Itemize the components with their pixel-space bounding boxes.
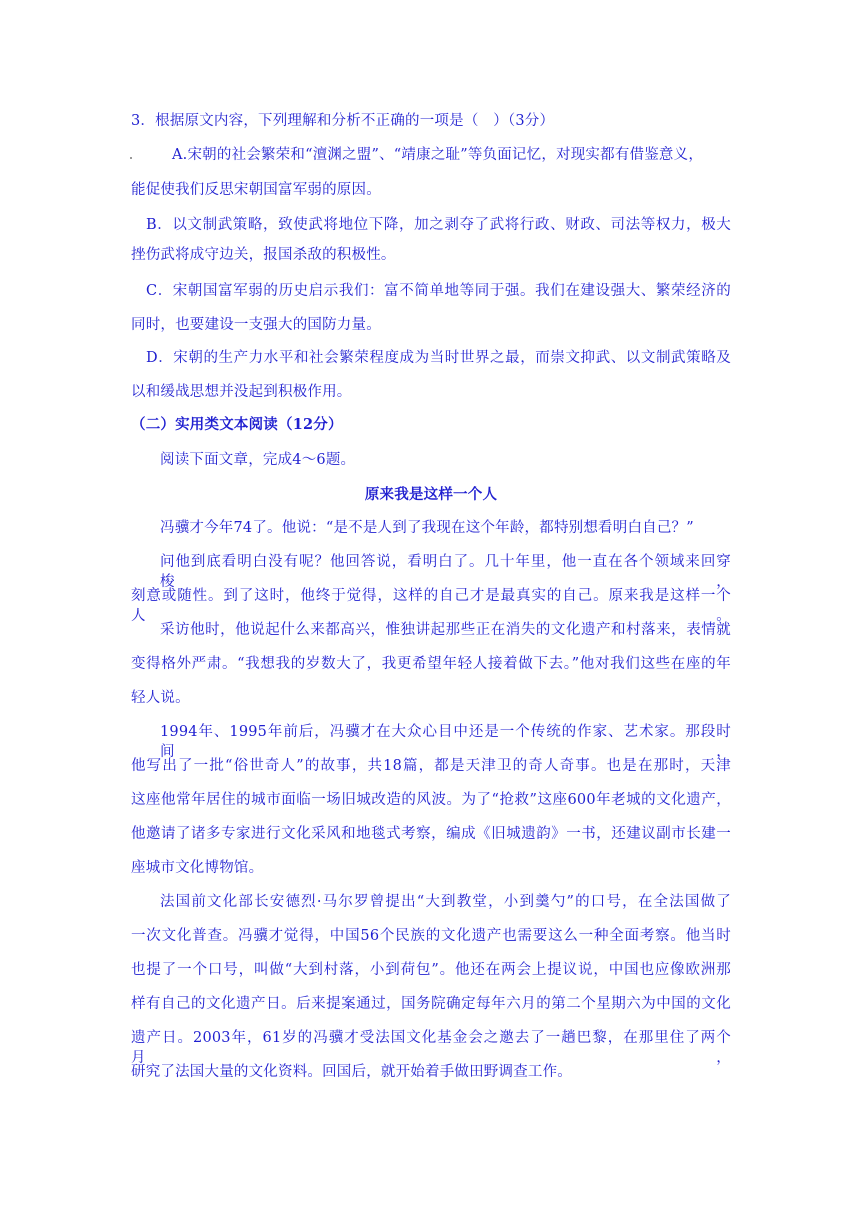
article-title: 原来我是这样一个人 [364,486,498,503]
question-3-stem: 3．根据原文内容，下列理解和分析不正确的一项是（ ）（3分） [131,113,555,129]
option-c-line-1: C．宋朝国富军弱的历史启示我们：富不简单地等同于强。我们在建设强大、繁荣经济的 [146,283,731,299]
option-c-line-2: 同时，也要建设一支强大的国防力量。 [131,317,381,333]
option-a-line-2: 能促使我们反思宋朝国富军弱的原因。 [131,182,381,198]
paragraph-4-line-4: 他邀请了诸多专家进行文化采风和地毯式考察，编成《旧城遗韵》一书，还建议副市长建一 [131,826,731,842]
paragraph-5-line-3: 也提了一个口号，叫做“大到村落，小到荷包”。他还在两会上提议说，中国也应像欧洲那 [131,962,731,978]
paragraph-4-line-3: 这座他常年居住的城市面临一场旧城改造的风波。为了“抢救”这座600年老城的文化遗产， [131,792,731,808]
option-a-line-1: A.宋朝的社会繁荣和“澶渊之盟”、“靖康之耻”等负面记忆，对现实都有借鉴意义， [172,147,704,163]
paragraph-5-line-2: 一次文化普查。冯骥才觉得，中国56个民族的文化遗产也需要这么一种全面考察。他当时 [131,928,731,944]
option-d-line-1: D．宋朝的生产力水平和社会繁荣程度成为当时世界之最，而崇文抑武、以文制武策略及 [146,350,731,366]
paragraph-4-line-2: 他写出了一批“俗世奇人”的故事，共18篇，都是天津卫的奇人奇事。也是在那时，天津 [131,758,731,774]
paragraph-5-line-4: 样有自己的文化遗产日。后来提案通过，国务院确定每年六月的第二个星期六为中国的文化 [131,996,731,1012]
paragraph-3-line-1: 采访他时，他说起什么来都高兴，惟独讲起那些正在消失的文化遗产和村落来，表情就 [160,622,731,638]
paragraph-3-line-2: 变得格外严肃。“我想我的岁数大了，我更希望年轻人接着做下去。”他对我们这些在座的年 [131,656,731,672]
option-d-line-2: 以和缓战思想并没起到积极作用。 [131,384,352,400]
paragraph-2-line-1: 问他到底看明白没有呢？他回答说，看明白了。几十年里，他一直在各个领域来回穿梭， [160,554,731,590]
paragraph-1-line-1: 冯骥才今年74了。他说：“是不是人到了我现在这个年龄，都特别想看明白自己？” [160,520,694,536]
section-heading: （二）实用类文本阅读（12分） [131,416,343,433]
paragraph-3-line-3: 轻人说。 [131,690,190,706]
paragraph-4-line-5: 座城市文化博物馆。 [131,860,264,876]
option-b-line-2: 挫伤武将成守边关，报国杀敌的积极性。 [131,247,396,263]
paragraph-5-line-1: 法国前文化部长安德烈·马尔罗曾提出“大到教堂，小到羹勺”的口号，在全法国做了 [160,894,731,910]
paragraph-5-line-5: 遗产日。2003年，61岁的冯骥才受法国文化基金会之邀去了一趟巴黎，在那里住了两个月， [131,1030,731,1066]
paragraph-4-line-1: 1994年、1995年前后，冯骥才在大众心目中还是一个传统的作家、艺术家。那段时间， [160,724,731,760]
reading-instruction: 阅读下面文章，完成4～6题。 [160,452,356,468]
margin-dot [130,157,132,159]
paragraph-5-line-6: 研究了法国大量的文化资料。回国后，就开始着手做田野调查工作。 [131,1064,572,1080]
option-b-line-1: B．以文制武策略，致使武将地位下降，加之剥夺了武将行政、财政、司法等权力，极大 [146,217,731,233]
paragraph-2-line-2: 刻意或随性。到了这时，他终于觉得，这样的自己才是最真实的自己。原来我是这样一个人。 [131,588,731,624]
